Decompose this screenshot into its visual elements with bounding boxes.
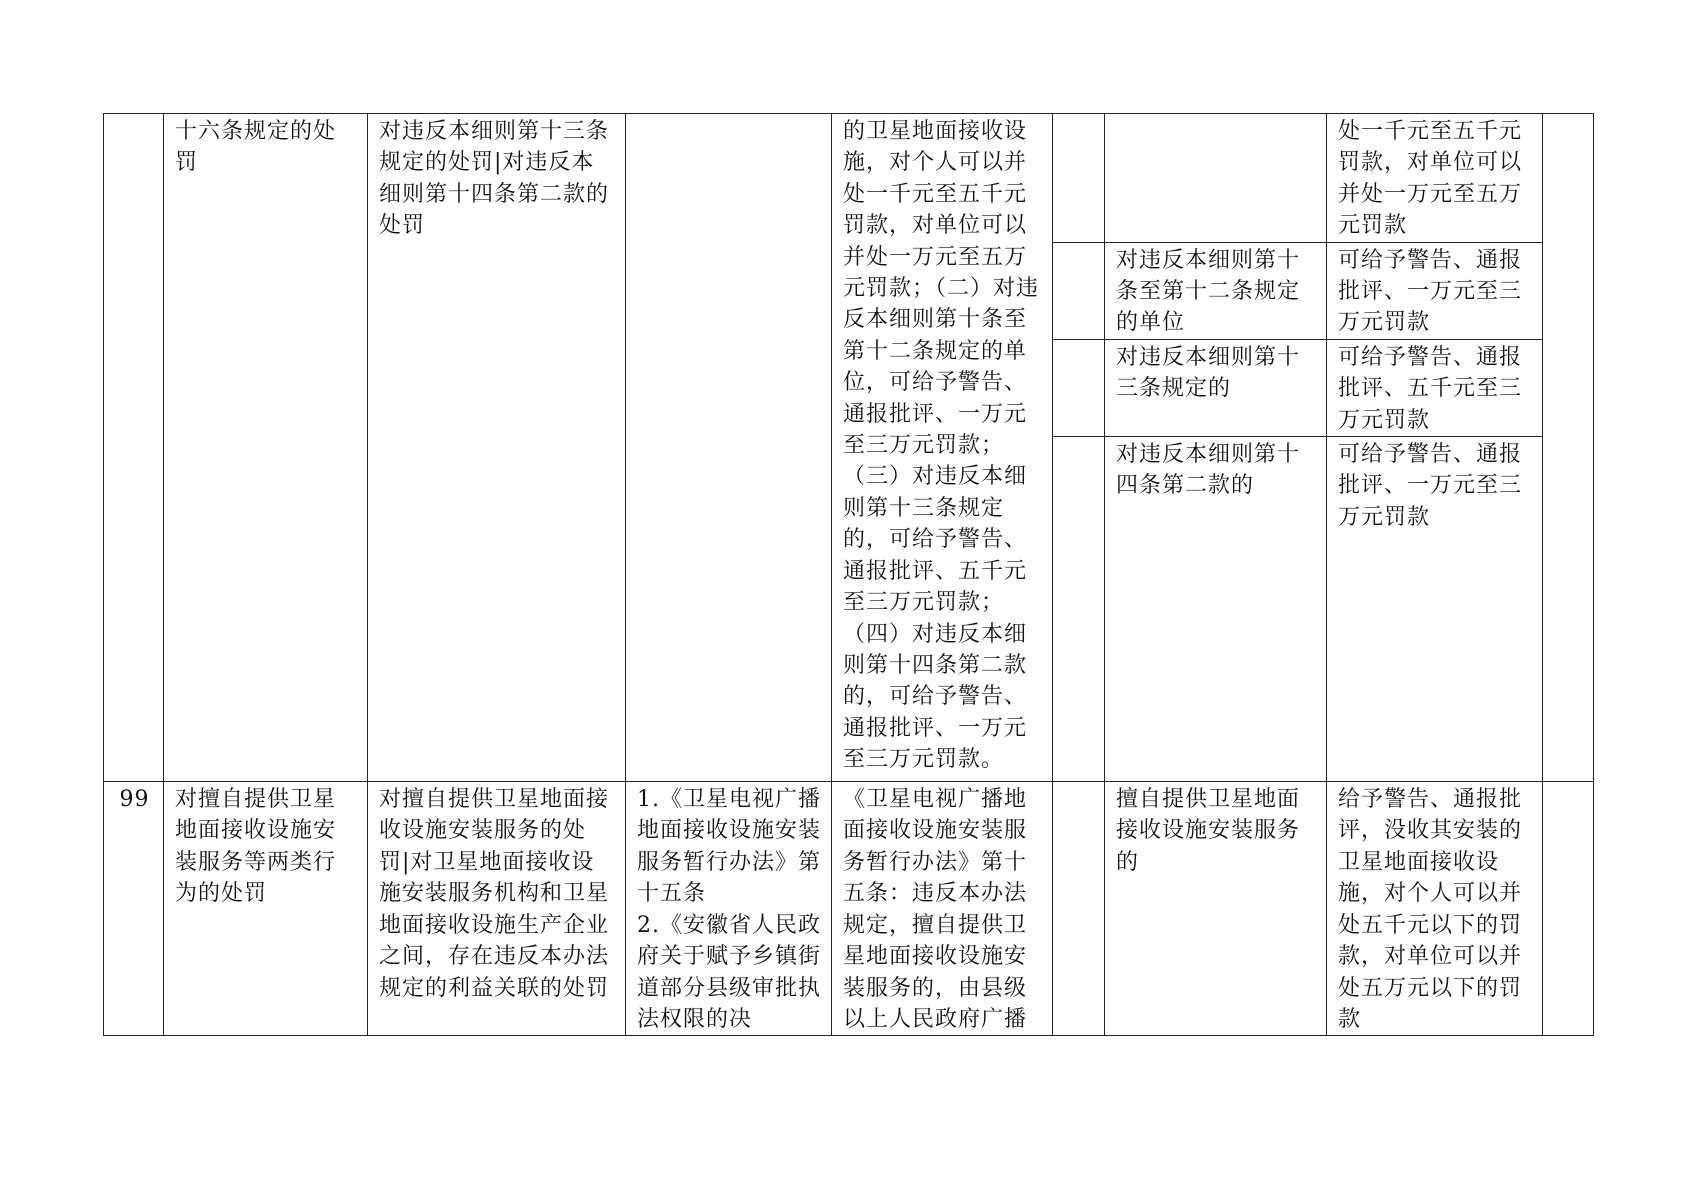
remark-cell — [1543, 782, 1594, 1036]
provision-cell: 《卫星电视广播地面接收设施安装服务暂行办法》第十五条：违反本办法规定，擅自提供卫星地面接收设施安装服务的，由县级以上人民政府广播 — [832, 782, 1053, 1036]
circumstance-cell: 擅自提供卫星地面接收设施安装服务的 — [1105, 782, 1327, 1036]
circumstance-cell — [1105, 114, 1327, 243]
standard-cell: 给予警告、通报批评，没收其安装的卫星地面接收设施，对个人可以并处五千元以下的罚款，对单位可以并处五万元以下的罚款 — [1327, 782, 1543, 1036]
blank-cell — [1053, 114, 1105, 243]
blank-cell — [1053, 782, 1105, 1036]
item-cell: 十六条规定的处罚 — [164, 114, 368, 782]
standard-cell: 可给予警告、通报批评、一万元至三万元罚款 — [1327, 242, 1543, 339]
provision-cell: 的卫星地面接收设施，对个人可以并处一千元至五千元罚款，对单位可以并处一万元至五万元罚款；（二）对违反本细则第十条至第十二条规定的单位，可给予警告、通报批评、一万元至三万元罚款；（三）对违反本细则第十三条规定的，可给予警告、通报批评、五千元至三万元罚款；（四）对违反本细则第十四条第二款的，可给予警告、通报批评、一万元至三万元罚款。 — [832, 114, 1053, 782]
penalty-table — [103, 113, 1594, 1036]
standard-cell: 处一千元至五千元罚款，对单位可以并处一万元至五万元罚款 — [1327, 114, 1543, 243]
basis-cell: 1.《卫星电视广播地面接收设施安装服务暂行办法》第十五条 2.《安徽省人民政府关于赋予乡镇街道部分县级审批执法权限的决 — [626, 782, 832, 1036]
basis-cell — [626, 114, 832, 782]
item-cell: 对擅自提供卫星地面接收设施安装服务等两类行为的处罚 — [164, 782, 368, 1036]
row-number-cell: 99 — [104, 782, 164, 1036]
blank-cell — [1053, 437, 1105, 782]
sub-items-cell: 对违反本细则第十三条规定的处罚|对违反本细则第十四条第二款的处罚 — [368, 114, 626, 782]
circumstance-cell: 对违反本细则第十三条规定的 — [1105, 339, 1327, 436]
table-row — [104, 114, 1594, 243]
remark-cell — [1543, 114, 1594, 782]
standard-cell: 可给予警告、通报批评、一万元至三万元罚款 — [1327, 437, 1543, 782]
row-number-cell — [104, 114, 164, 782]
blank-cell — [1053, 242, 1105, 339]
standard-cell: 可给予警告、通报批评、五千元至三万元罚款 — [1327, 339, 1543, 436]
table-row — [104, 782, 1594, 1036]
blank-cell — [1053, 339, 1105, 436]
circumstance-cell: 对违反本细则第十四条第二款的 — [1105, 437, 1327, 782]
sub-items-cell: 对擅自提供卫星地面接收设施安装服务的处罚|对卫星地面接收设施安装服务机构和卫星地面接收设施生产企业之间，存在违反本办法规定的利益关联的处罚 — [368, 782, 626, 1036]
circumstance-cell: 对违反本细则第十条至第十二条规定的单位 — [1105, 242, 1327, 339]
